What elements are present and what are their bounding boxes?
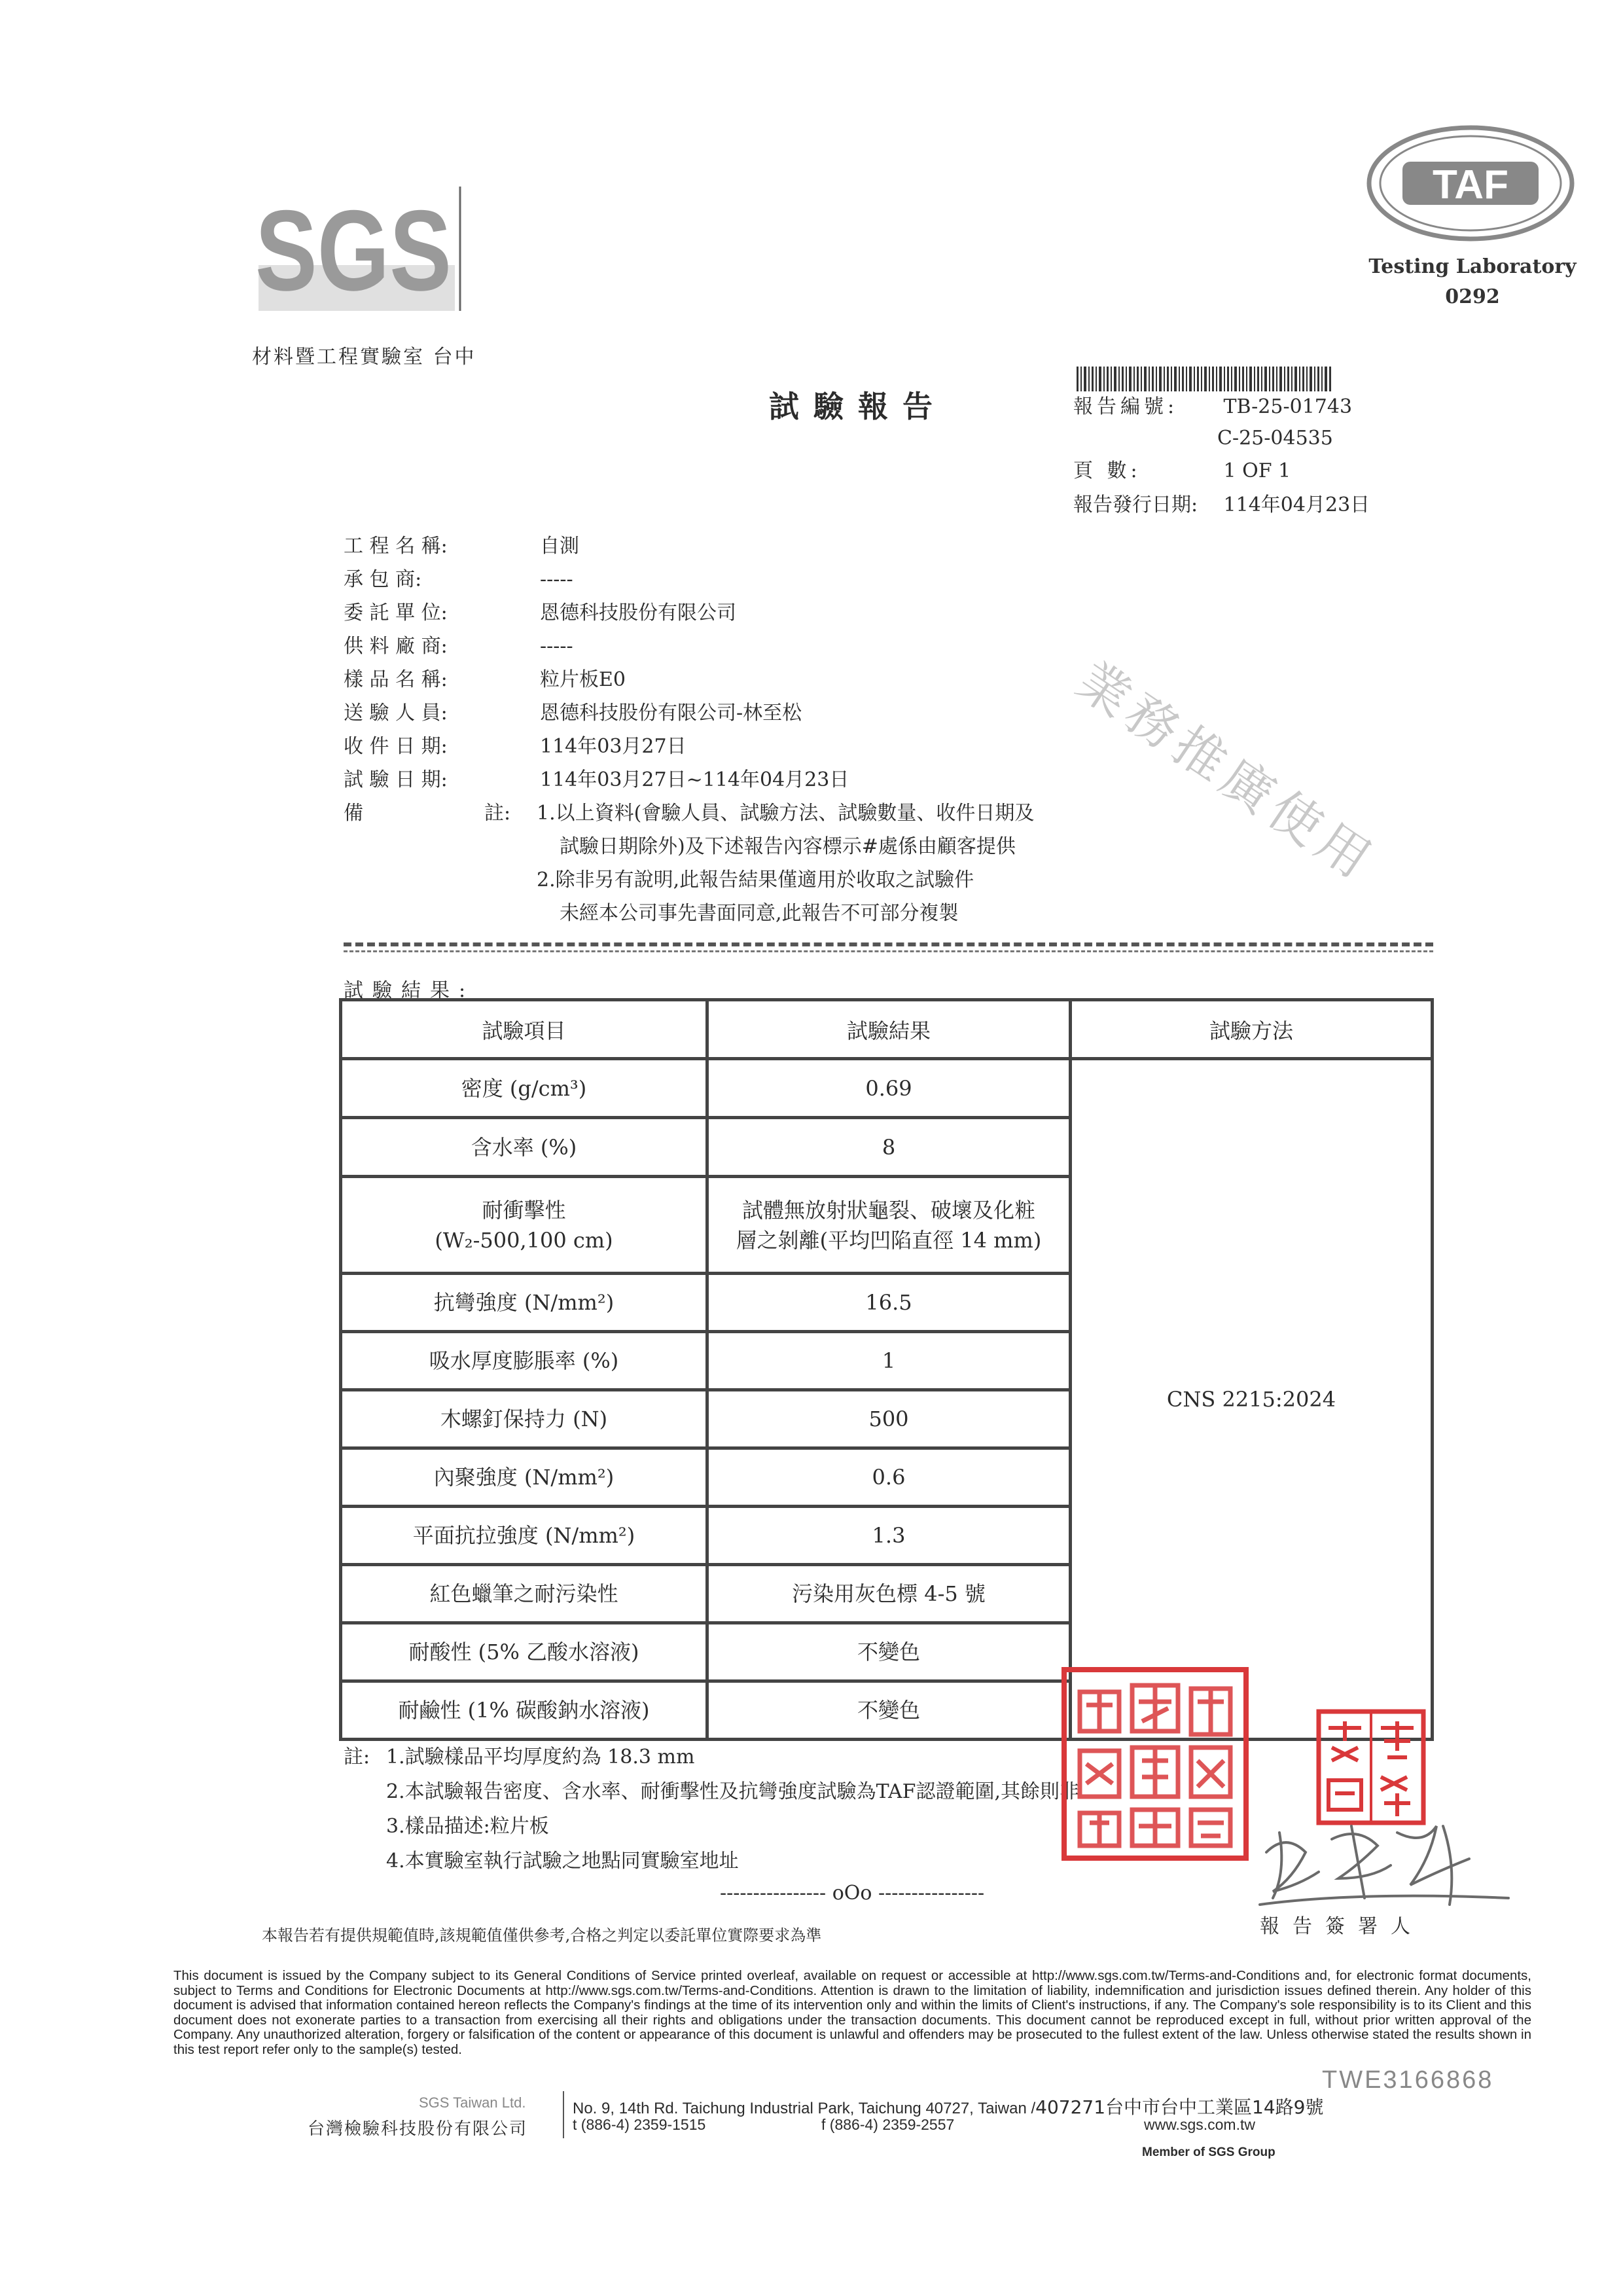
pages-row xyxy=(1073,458,1291,484)
test-item: 吸水厚度膨脹率 (%) xyxy=(341,1332,707,1390)
info-label: 收 件 日 期: xyxy=(344,735,448,758)
website-link[interactable]: www.sgs.com.tw xyxy=(1144,2116,1255,2133)
results-section-label: 試驗結果: xyxy=(344,979,475,1002)
pages-label: 頁 數: xyxy=(1073,459,1141,482)
info-value: 粒片板E0 xyxy=(540,668,626,691)
test-result: 8 xyxy=(707,1118,1071,1177)
info-label: 工 程 名 稱: xyxy=(344,535,448,558)
info-label: 送 驗 人 員: xyxy=(344,702,448,725)
test-result-line: 試體無放射狀龜裂、破壞及化粧 xyxy=(741,1197,1035,1223)
divider xyxy=(344,942,1433,946)
test-item: 抗彎強度 (N/mm²) xyxy=(341,1274,707,1332)
test-item-line: 耐衝擊性 xyxy=(482,1197,566,1223)
test-item xyxy=(341,1177,707,1274)
fax: f (886-4) 2359-2557 xyxy=(821,2116,955,2133)
info-submitter xyxy=(344,700,802,726)
info-label: 承 包 商: xyxy=(344,568,422,591)
info-label: 供 料 廠 商: xyxy=(344,635,448,658)
test-result: 不變色 xyxy=(707,1623,1071,1681)
test-item: 內聚強度 (N/mm²) xyxy=(341,1448,707,1507)
remark-line: 未經本公司事先書面同意,此報告不可部分複製 xyxy=(560,902,959,925)
company-address xyxy=(573,2093,1323,2119)
info-test-date xyxy=(344,767,849,793)
test-result: 污染用灰色標 4-5 號 xyxy=(707,1565,1071,1623)
results-table xyxy=(339,998,1434,1741)
sgs-logo xyxy=(252,187,468,315)
signer-label: 報告簽署人 xyxy=(1260,1915,1423,1938)
test-item-line: (W₂-500,100 cm) xyxy=(435,1227,613,1253)
divider xyxy=(344,950,1433,952)
info-label: 試 驗 日 期: xyxy=(344,768,448,791)
lab-name: 材料暨工程實驗室 台中 xyxy=(252,346,476,368)
test-item: 密度 (g/cm³) xyxy=(341,1059,707,1118)
pages-value: 1 OF 1 xyxy=(1223,459,1291,482)
info-value: 自測 xyxy=(540,535,579,558)
info-contractor xyxy=(344,567,573,593)
info-label: 委 託 單 位: xyxy=(344,601,448,624)
report-number-row xyxy=(1073,394,1352,420)
taf-logo-text: TAF xyxy=(1433,162,1508,207)
telephone: t (886-4) 2359-1515 xyxy=(573,2116,706,2133)
info-value: 恩德科技股份有限公司 xyxy=(540,601,736,624)
remark-line: 試驗日期除外)及下述報告內容標示#處係由顧客提供 xyxy=(560,835,1016,858)
test-result: 16.5 xyxy=(707,1274,1071,1332)
header-test-method: 試驗方法 xyxy=(1071,1000,1433,1059)
table-header-row xyxy=(341,1000,1433,1059)
test-result xyxy=(707,1177,1071,1274)
footnote-line: 4.本實驗室執行試驗之地點同實驗室地址 xyxy=(386,1850,739,1873)
taf-logo xyxy=(1364,121,1577,245)
info-client xyxy=(344,600,736,626)
table-row xyxy=(341,1059,1433,1118)
remark-line: 1.以上資料(會驗人員、試驗方法、試驗數量、收件日期及 xyxy=(537,802,1035,825)
remarks-label-left: 備 xyxy=(344,802,363,825)
signature xyxy=(1247,1813,1522,1918)
taf-caption-block xyxy=(1368,252,1577,312)
test-method: CNS 2215:2024 xyxy=(1071,1059,1433,1740)
info-supplier xyxy=(344,634,573,660)
info-project-name xyxy=(344,533,579,560)
test-item: 紅色蠟筆之耐污染性 xyxy=(341,1565,707,1623)
company-name-en: SGS Taiwan Ltd. xyxy=(419,2094,526,2111)
info-label: 樣 品 名 稱: xyxy=(344,668,448,691)
report-number-label: 報告編號: xyxy=(1073,395,1179,418)
test-result: 1 xyxy=(707,1332,1071,1390)
issue-date-value: 114年04月23日 xyxy=(1223,493,1370,516)
test-result: 不變色 xyxy=(707,1681,1071,1740)
info-value: ----- xyxy=(540,568,573,591)
test-result-line: 層之剝離(平均凹陷直徑 14 mm) xyxy=(736,1227,1042,1253)
info-value: ----- xyxy=(540,635,573,658)
info-value: 恩德科技股份有限公司-林至松 xyxy=(540,702,802,725)
test-result: 500 xyxy=(707,1390,1071,1448)
address-zh: 407271台中市台中工業區14路9號 xyxy=(1035,2096,1324,2118)
sgs-logo-text: SGS xyxy=(255,187,452,315)
test-result: 0.69 xyxy=(707,1059,1071,1118)
test-result: 0.6 xyxy=(707,1448,1071,1507)
taf-caption: Testing Laboratory xyxy=(1368,255,1577,278)
signer-seal xyxy=(1315,1708,1427,1826)
issue-date-label: 報告發行日期: xyxy=(1073,493,1198,516)
page-title: 試驗報告 xyxy=(769,389,947,424)
test-item: 含水率 (%) xyxy=(341,1118,707,1177)
company-name-zh: 台灣檢驗科技股份有限公司 xyxy=(308,2119,528,2139)
watermark-stamp: 業務推廣使用 xyxy=(1066,651,1386,893)
header-test-item: 試驗項目 xyxy=(341,1000,707,1059)
company-seal xyxy=(1060,1666,1250,1862)
member-of-group: Member of SGS Group xyxy=(1142,2145,1275,2159)
remarks-label-right: 註: xyxy=(484,802,511,825)
info-sample-name xyxy=(344,667,626,693)
barcode xyxy=(1077,367,1332,391)
remark-line: 2.除非另有說明,此報告結果僅適用於收取之試驗件 xyxy=(537,869,974,891)
test-item: 耐鹼性 (1% 碳酸鈉水溶液) xyxy=(341,1681,707,1740)
footnote-label: 註: xyxy=(344,1746,370,1768)
test-item: 耐酸性 (5% 乙酸水溶液) xyxy=(341,1623,707,1681)
test-item: 木螺釘保持力 (N) xyxy=(341,1390,707,1448)
test-result: 1.3 xyxy=(707,1507,1071,1565)
footnote-line: 2.本試驗報告密度、含水率、耐衝擊性及抗彎強度試驗為TAF認證範圍,其餘則非 xyxy=(386,1780,1080,1803)
report-number-2: C-25-04535 xyxy=(1217,427,1333,450)
info-received-date xyxy=(344,734,687,760)
address-en: No. 9, 14th Rd. Taichung Industrial Park, Taichung 40727, Taiwan / xyxy=(573,2100,1036,2117)
footer-divider xyxy=(563,2091,564,2138)
test-item: 平面抗拉強度 (N/mm²) xyxy=(341,1507,707,1565)
footnote-line: 1.試驗樣品平均厚度約為 18.3 mm xyxy=(386,1746,695,1768)
info-value: 114年03月27日~114年04月23日 xyxy=(540,768,849,791)
reference-number: TWE3166868 xyxy=(1322,2066,1494,2094)
end-marker: ---------------- oOo ---------------- xyxy=(720,1882,985,1905)
terms-and-conditions: This document is issued by the Company subject to its General Conditions of Service printed overleaf, available on request or accessible at http://www.sgs.com.tw/Terms-and-Conditions and, for electronic format documents, subject to Terms and Conditions for Electronic Documents at http://www.sgs.com.tw/Terms-and-Conditions. Attention is drawn to the limitation of liability, indemnification and jurisdiction issues defined therein. Any holder of this document is advised that information contained hereon reflects the Company's findings at the time of its intervention only and within the limits of Client's instructions, if any. The Company's sole responsibility is to its Client and this document does not exonerate parties to a transaction from exercising all their rights and obligations under the transaction documents. This document cannot be reproduced except in full, without prior written approval of the Company. Any unauthorized alteration, forgery or falsification of the content or appearance of this document is unlawful and offenders may be prosecuted to the fullest extent of the law. Unless otherwise stated the results shown in this test report refer only to the sample(s) tested. xyxy=(173,1968,1531,2057)
report-number-1: TB-25-01743 xyxy=(1223,395,1353,418)
issue-date-row xyxy=(1073,492,1370,518)
taf-number: 0292 xyxy=(1445,285,1500,308)
info-value: 114年03月27日 xyxy=(540,735,687,758)
footnote-line: 3.樣品描述:粒片板 xyxy=(386,1815,549,1838)
disclaimer-zh: 本報告若有提供規範值時,該規範值僅供參考,合格之判定以委託單位實際要求為準 xyxy=(262,1926,822,1945)
header-test-result: 試驗結果 xyxy=(707,1000,1071,1059)
